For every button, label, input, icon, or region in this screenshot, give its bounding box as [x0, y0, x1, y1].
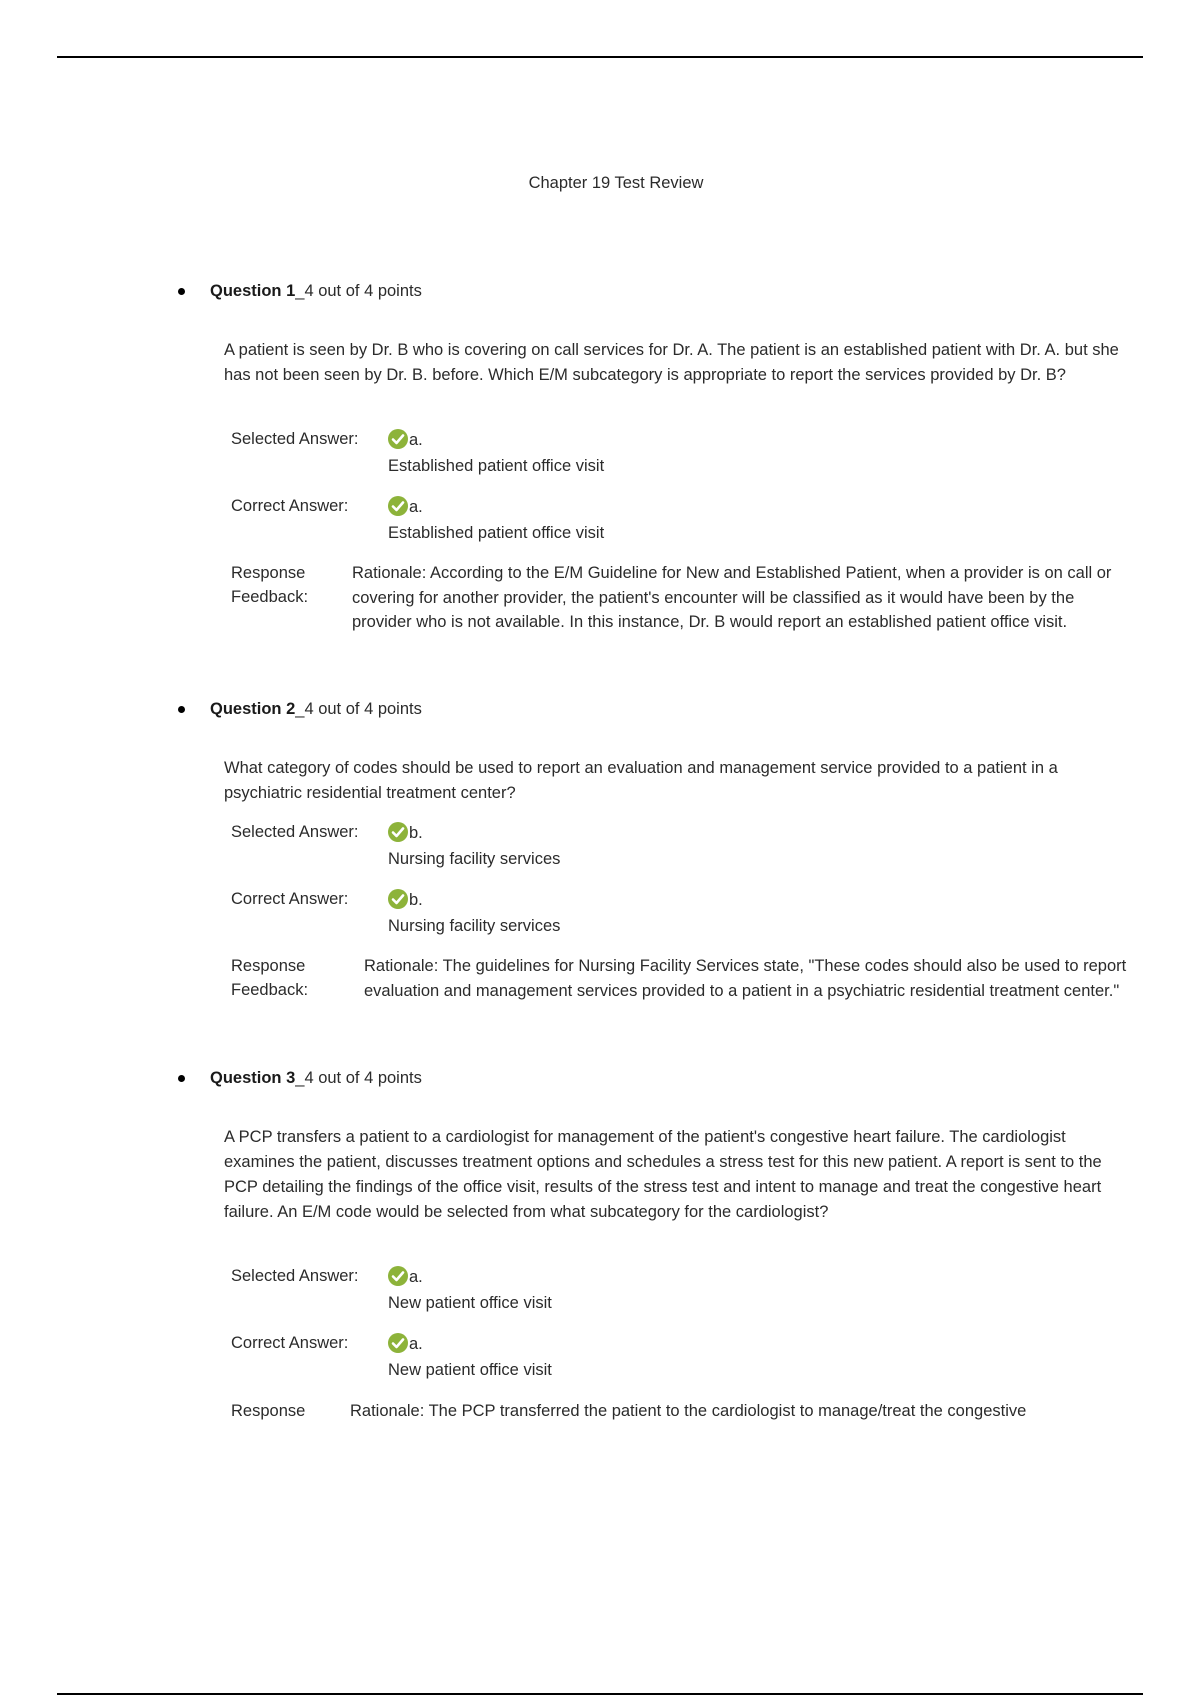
- correct-answer: [388, 1331, 552, 1383]
- page-title: Chapter 19 Test Review: [528, 174, 704, 192]
- response-feedback-label: [231, 1399, 341, 1423]
- answer-text: New patient office visit: [388, 1294, 552, 1312]
- correct-check-icon: [388, 1266, 408, 1286]
- question-text: A patient is seen by Dr. B who is covering on call services for Dr. A. The patient is an established patient with Dr. A. but she has not been seen by Dr. B. before. Which E/M subcategory is appropriate to report the services provided by Dr. B?: [224, 341, 1119, 384]
- correct-check-icon: [388, 1333, 408, 1353]
- question-header: [178, 700, 422, 719]
- selected-answer: [388, 427, 604, 479]
- feedback-label-line1: Response: [231, 564, 306, 582]
- response-feedback-text: Rationale: The PCP transferred the patient to the cardiologist to manage/treat the congestive: [350, 1402, 1027, 1420]
- correct-answer-label: Correct Answer:: [231, 890, 349, 908]
- selected-answer: [388, 820, 560, 872]
- answer-text: Nursing facility services: [388, 850, 561, 868]
- question-points: _4 out of 4 points: [295, 700, 422, 718]
- question-label: Question 1: [210, 282, 296, 300]
- correct-check-icon: [388, 429, 408, 449]
- answer-text: New patient office visit: [388, 1361, 552, 1379]
- feedback-label-line1: Response: [231, 957, 306, 975]
- answer-letter: b.: [409, 891, 423, 909]
- response-feedback-label: [231, 954, 341, 1002]
- selected-answer-label: Selected Answer:: [231, 1267, 359, 1285]
- feedback-label-line2: Feedback:: [231, 981, 309, 999]
- question-points: _4 out of 4 points: [295, 282, 422, 300]
- correct-answer-label: Correct Answer:: [231, 497, 349, 515]
- answer-letter: a.: [409, 498, 423, 516]
- bullet-icon: [178, 288, 185, 295]
- correct-check-icon: [388, 496, 408, 516]
- bottom-rule: [57, 1693, 1143, 1695]
- feedback-label-line2: Feedback:: [231, 588, 309, 606]
- correct-check-icon: [388, 889, 408, 909]
- question-header: [178, 1069, 422, 1088]
- correct-answer-label: Correct Answer:: [231, 1334, 349, 1352]
- answer-letter: a.: [409, 1335, 423, 1353]
- answer-text: Nursing facility services: [388, 917, 561, 935]
- answer-text: Established patient office visit: [388, 524, 605, 542]
- answer-text: Established patient office visit: [388, 457, 605, 475]
- bullet-icon: [178, 706, 185, 713]
- correct-check-icon: [388, 822, 408, 842]
- correct-answer: [388, 887, 560, 939]
- selected-answer: [388, 1264, 552, 1316]
- bullet-icon: [178, 1075, 185, 1082]
- answer-letter: a.: [409, 1268, 423, 1286]
- top-rule: [57, 56, 1143, 58]
- response-feedback-text: Rationale: According to the E/M Guideline for New and Established Patient, when a provider is on call or covering for another provider, the patient's encounter will be classified as it would have been by the provider who is not available. In this instance, Dr. B would report an established patient office visit.: [352, 564, 1112, 631]
- question-text: What category of codes should be used to report an evaluation and management service provided to a patient in a psychiatric residential treatment center?: [224, 759, 1058, 802]
- response-feedback-text: Rationale: The guidelines for Nursing Facility Services state, "These codes should also be used to report evaluation and management services provided to a patient in a psychiatric residential treatment center.": [364, 957, 1127, 1000]
- answer-letter: a.: [409, 431, 423, 449]
- response-feedback-label: [231, 561, 341, 609]
- correct-answer: [388, 494, 604, 546]
- feedback-label-line1: Response: [231, 1402, 306, 1420]
- question-header: [178, 282, 422, 301]
- answer-letter: b.: [409, 824, 423, 842]
- selected-answer-label: Selected Answer:: [231, 430, 359, 448]
- question-text: A PCP transfers a patient to a cardiologist for management of the patient's congestive heart failure. The cardiologist examines the patient, discusses treatment options and schedules a stress test for this new patient. A report is sent to the PCP detailing the findings of the office visit, results of the stress test and intent to manage and treat the congestive heart failure. An E/M code would be selected from what subcategory for the cardiologist?: [224, 1128, 1102, 1221]
- selected-answer-label: Selected Answer:: [231, 823, 359, 841]
- question-points: _4 out of 4 points: [295, 1069, 422, 1087]
- question-label: Question 3: [210, 1069, 296, 1087]
- question-label: Question 2: [210, 700, 296, 718]
